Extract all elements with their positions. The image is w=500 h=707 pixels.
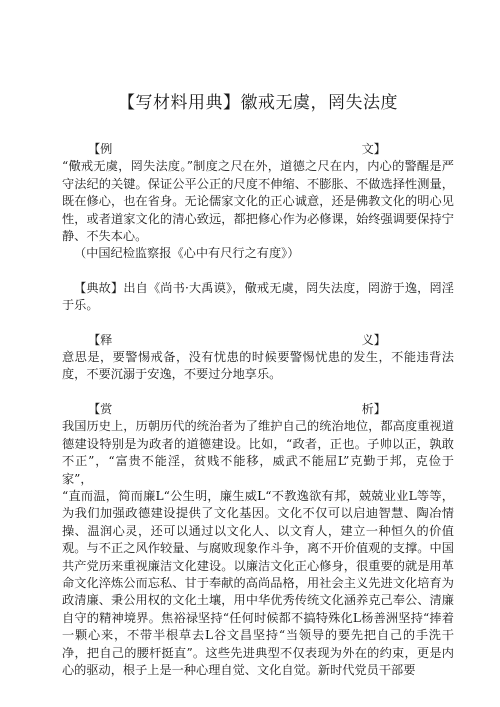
example-heading-right: 文】 bbox=[361, 142, 386, 156]
example-section bbox=[62, 141, 454, 263]
origin-section bbox=[62, 280, 454, 315]
explain-section bbox=[62, 332, 454, 384]
page-title: 【写材料用典】徽戒无虞，罔失法度 bbox=[118, 93, 398, 113]
analysis-heading-left: 【赏 bbox=[88, 401, 113, 416]
example-heading-left: 【例 bbox=[88, 142, 113, 156]
analysis-heading-right: 析】 bbox=[361, 401, 386, 416]
analysis-paragraph-1: 我国历史上，历朝历代的统治者为了维护自己的统治地位，都高度重视道德建设特别是为政者的道德建设。比如，“政者，正也。子帅以正，孰敢不正”，“富贵不能淫，贫贱不能移，威武不能屈L”克勤于邦，克俭于家”， bbox=[62, 419, 454, 486]
origin-text: 【典故】出自《尚书·大禹谟》，儆戒无虞，罔失法度，罔游于逸，罔淫于乐。 bbox=[62, 280, 454, 313]
explain-heading bbox=[62, 332, 454, 349]
explain-body: 意思是，要警惕戒备，没有忧患的时候要警惕忧患的发生，不能违背法度，不要沉溺于安逸，不要过分地享乐。 bbox=[62, 350, 454, 382]
explain-heading-right: 义】 bbox=[361, 332, 386, 347]
analysis-paragraph-2: “直而温，简而廉L“公生明，廉生威L“不教逸欲有邦，兢兢业业L等等，为我们加强政德建设提供了文化基因。文化不仅可以启迪智慧、陶冶情操、温润心灵，还可以通过以文化人、以文育人，建立一种恒久的价值观。与不正之风作较量、与腐败现象作斗争，离不开价值观的支撑。中国共产党历来重视廉洁文化建设。以廉洁文化正心修身，很重要的就是用革命文化淬炼公而忘私、甘于奉献的高尚品格，用社会主义先进文化培育为政清廉、秉公用权的文化土壤，用中华优秀传统文化涵养克己奉公、清廉自守的精神境界。焦裕禄坚持“任何时候都不搞特殊化L杨善洲坚持“捧着一颗心来，不带半根草去L谷文昌坚持“当领导的要先把自己的手洗干净，把自己的腰杆挺直”。这些先进典型不仅表现为外在的约束，更是内心的驱动，根子上是一种心理自觉、文化自觉。新时代党员干部要 bbox=[62, 488, 454, 677]
explain-heading-left: 【释 bbox=[88, 332, 113, 347]
analysis-heading bbox=[62, 401, 454, 418]
example-source: （中国纪检监察报《心中有尺行之有度》） bbox=[74, 246, 300, 261]
analysis-section bbox=[62, 401, 454, 680]
example-heading bbox=[62, 141, 454, 158]
example-body: “儆戒无虞，罔失法度。”制度之尺在外，道德之尺在内，内心的警醒是严守法纪的关键。保证公平公正的尺度不伸缩、不膨胀、不做选择性测量，既在修心，也在省身。无论儒家文化的正心诚意，还是佛教文化的明心见性，或者道家文化的清心致远，都把修心作为必修课，始终强调要保持宁静、不失本心。 bbox=[62, 159, 454, 244]
